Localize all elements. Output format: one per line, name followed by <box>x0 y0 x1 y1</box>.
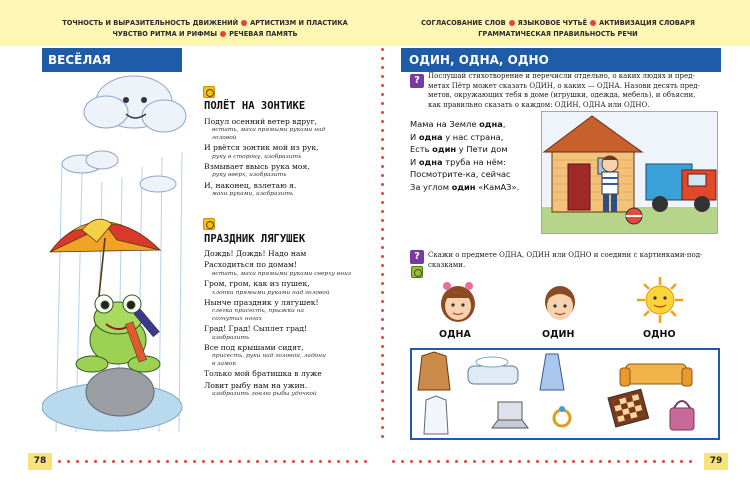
right-header-item: ЯЗЫКОВОЕ ЧУТЬЁ <box>517 19 588 27</box>
dot-icon <box>381 174 384 177</box>
verse-text <box>410 118 540 194</box>
poem-line: Все под крышами сидят, <box>204 343 304 353</box>
poem-instruction: встать, махи прямыми руками над <box>212 127 326 134</box>
dot-icon <box>58 460 61 463</box>
dot-icon <box>608 460 611 463</box>
dot-icon <box>662 460 665 463</box>
word-odno: ОДНО <box>643 329 676 340</box>
poem-instruction: в замок <box>212 360 236 367</box>
verse-line <box>410 168 540 181</box>
poem-line: Ловит рыбу нам на ужин. <box>204 380 308 390</box>
dot-icon <box>464 460 467 463</box>
house-boy-truck-image <box>541 111 718 234</box>
dot-icon <box>581 460 584 463</box>
dot-icon <box>67 460 70 463</box>
verse-fragment: «КамАЗ». <box>475 181 520 192</box>
poem1-text <box>204 116 325 199</box>
task-icon <box>203 86 215 98</box>
page-number-right: 79 <box>704 453 728 470</box>
instruction-line: Скажи о предмете ОДНА, ОДИН или ОДНО и соедини с картинками-под- <box>428 251 703 259</box>
verse-fragment: Посмотрите-ка, сейчас <box>410 169 511 180</box>
dot-icon <box>381 363 384 366</box>
dot-icon <box>381 327 384 330</box>
connect-icon <box>411 266 423 278</box>
dot-icon <box>626 460 629 463</box>
left-header-item: АРТИСТИЗМ И ПЛАСТИКА <box>250 19 348 27</box>
dot-icon <box>381 318 384 321</box>
dot-icon <box>590 20 596 26</box>
left-header-item: ЧУВСТВО РИТМА И РИФМЫ <box>112 30 218 38</box>
poem-instruction: руку в сторону, изобразить <box>212 153 302 160</box>
poem-instruction: руку вверх, изобразить <box>212 172 287 179</box>
dot-icon <box>572 460 575 463</box>
poem-instruction: махи руками, изобразить <box>212 191 294 198</box>
dot-icon <box>256 460 259 463</box>
dot-icon <box>381 192 384 195</box>
poem-line: И, наконец, взлетаю я. <box>204 180 297 190</box>
dotted-rule-left <box>58 460 378 464</box>
right-header-item: ГРАММАТИЧЕСКАЯ ПРАВИЛЬНОСТЬ РЕЧИ <box>478 30 638 38</box>
verse-fragment: , <box>502 119 506 129</box>
dot-icon <box>381 219 384 222</box>
poem-instruction: хлопки прямыми руками над головой <box>212 289 330 296</box>
poem-line: И рвётся зонтик мой из рук, <box>204 143 319 153</box>
dot-icon <box>103 460 106 463</box>
dot-icon <box>671 460 674 463</box>
dot-icon <box>85 460 88 463</box>
verse-keyword: один <box>432 144 457 155</box>
dotted-rule-vertical <box>381 48 385 440</box>
dot-icon <box>381 390 384 393</box>
verse-line <box>410 131 540 144</box>
instruction-line: Послушай стихотворение и перечисли отдельно, о каких людях и пред- <box>428 72 695 80</box>
word-odin: ОДИН <box>542 329 575 340</box>
dot-icon <box>680 460 683 463</box>
dot-icon <box>292 460 295 463</box>
dot-icon <box>381 246 384 249</box>
dot-icon <box>563 460 566 463</box>
dot-icon <box>381 75 384 78</box>
dot-icon <box>241 20 247 26</box>
dot-icon <box>381 372 384 375</box>
verse-fragment: Мама на Земле <box>410 119 480 129</box>
dot-icon <box>381 111 384 114</box>
dot-icon <box>473 460 476 463</box>
dot-icon <box>238 460 241 463</box>
dot-icon <box>455 460 458 463</box>
poem-instruction: встать, махи прямыми руками сверху вниз <box>212 270 352 277</box>
dot-icon <box>319 460 322 463</box>
dot-icon <box>310 460 313 463</box>
dot-icon <box>166 460 169 463</box>
left-header <box>42 18 368 40</box>
verse-line <box>410 181 540 194</box>
verse-fragment: И <box>410 131 419 142</box>
rain-illustration <box>42 72 190 440</box>
verse-fragment: За углом <box>410 181 452 192</box>
instruction-line: как правильно сказать о каждом: ОДИН, ОДНА или ОДНО. <box>428 100 650 109</box>
right-page-title: ОДИН, ОДНА, ОДНО <box>401 48 721 72</box>
dot-icon <box>509 20 515 26</box>
house-scene <box>542 112 718 234</box>
dot-icon <box>112 460 115 463</box>
dot-icon <box>381 201 384 204</box>
dot-icon <box>554 460 557 463</box>
poem-line: Дождь! Дождь! Надо нам <box>204 249 307 258</box>
dot-icon <box>381 354 384 357</box>
dot-icon <box>419 460 422 463</box>
dot-icon <box>653 460 656 463</box>
dot-icon <box>381 93 384 96</box>
poem-line: Гром, гром, как из пушек, <box>204 279 310 289</box>
dot-icon <box>381 264 384 267</box>
dot-icon <box>689 460 692 463</box>
dot-icon <box>175 460 178 463</box>
poem-instruction: согнутых ногах <box>212 315 262 322</box>
dot-icon <box>381 138 384 141</box>
dot-icon <box>428 460 431 463</box>
verse-line <box>410 156 540 169</box>
verse-keyword: одна <box>479 119 503 129</box>
dot-icon <box>381 57 384 60</box>
dot-icon <box>527 460 530 463</box>
objects-box <box>410 348 720 440</box>
dot-icon <box>381 399 384 402</box>
dot-icon <box>184 460 187 463</box>
dot-icon <box>509 460 512 463</box>
dot-icon <box>381 48 384 51</box>
dot-icon <box>283 460 286 463</box>
dot-icon <box>381 435 384 438</box>
poem-line: Расходиться по домам! <box>204 260 297 270</box>
dot-icon <box>381 408 384 411</box>
dot-icon <box>381 210 384 213</box>
objects-illustration <box>412 350 718 438</box>
dot-icon <box>500 460 503 463</box>
dot-icon <box>381 129 384 132</box>
dot-icon <box>599 460 602 463</box>
dot-icon <box>381 300 384 303</box>
dot-icon <box>590 460 593 463</box>
instruction-line: метах Пётр может сказать ОДИН, о каких — ОДНА. Назови десять пред- <box>428 81 700 90</box>
instruction-line: метов, окружающих тебя в доме (игрушки, одежда, мебель), и объясни, <box>428 91 696 100</box>
dot-icon <box>617 460 620 463</box>
dot-icon <box>410 460 413 463</box>
dot-icon <box>401 460 404 463</box>
dot-icon <box>381 345 384 348</box>
girl-face-image <box>438 278 478 324</box>
verse-fragment: труба на нём: <box>442 156 506 167</box>
dot-icon <box>265 460 268 463</box>
dot-icon <box>381 255 384 258</box>
dot-icon <box>381 147 384 150</box>
dot-icon <box>355 460 358 463</box>
verse-fragment: у Пети дом <box>456 144 508 155</box>
dot-icon <box>381 165 384 168</box>
dot-icon <box>346 460 349 463</box>
dot-icon <box>381 84 384 87</box>
verse-fragment: И <box>410 156 419 167</box>
poem-line: Град! Град! Сыплет град! <box>204 324 308 334</box>
page-number-left: 78 <box>28 453 52 470</box>
dot-icon <box>157 460 160 463</box>
poem-instruction: головой <box>212 134 237 141</box>
right-header <box>398 18 718 40</box>
verse-fragment: у нас страна, <box>442 131 504 142</box>
instruction-line: сказками. <box>428 260 466 269</box>
dot-icon <box>381 102 384 105</box>
dot-icon <box>381 381 384 384</box>
dotted-rule-right <box>392 460 698 464</box>
dot-icon <box>482 460 485 463</box>
dot-icon <box>635 460 638 463</box>
dot-icon <box>274 460 277 463</box>
dot-icon <box>76 460 79 463</box>
dot-icon <box>392 460 395 463</box>
left-header-item: ТОЧНОСТЬ И ВЫРАЗИТЕЛЬНОСТЬ ДВИЖЕНИЙ <box>62 19 239 27</box>
question-icon: ? <box>410 74 424 88</box>
instruction-1 <box>428 72 720 110</box>
dot-icon <box>381 237 384 240</box>
dot-icon <box>491 460 494 463</box>
dot-icon <box>130 460 133 463</box>
dot-icon <box>247 460 250 463</box>
dot-icon <box>211 460 214 463</box>
verse-line <box>410 118 540 131</box>
verse-fragment: Есть <box>410 144 433 155</box>
word-odna: ОДНА <box>439 329 471 340</box>
dot-icon <box>202 460 205 463</box>
poem2-title: ПРАЗДНИК ЛЯГУШЕК <box>204 233 306 245</box>
dot-icon <box>381 228 384 231</box>
dot-icon <box>437 460 440 463</box>
dot-icon <box>644 460 647 463</box>
dot-icon <box>220 31 226 37</box>
dot-icon <box>545 460 548 463</box>
poem-instruction: присесть, руки над головой, ладони <box>212 353 326 360</box>
dot-icon <box>381 273 384 276</box>
poem-instruction: изобразить <box>212 334 250 341</box>
dot-icon <box>381 66 384 69</box>
poem-line: Нынче праздник у лягушек! <box>204 298 319 308</box>
right-header-item: СОГЛАСОВАНИЕ СЛОВ <box>421 19 506 27</box>
dot-icon <box>381 156 384 159</box>
left-header-item: РЕЧЕВАЯ ПАМЯТЬ <box>229 30 298 38</box>
dot-icon <box>193 460 196 463</box>
boy-face-image <box>540 278 580 324</box>
dot-icon <box>139 460 142 463</box>
instruction-2 <box>428 251 720 270</box>
verse-line <box>410 143 540 156</box>
dot-icon <box>121 460 124 463</box>
dot-icon <box>94 460 97 463</box>
left-page-title: ВЕСЁЛАЯ <box>42 48 182 72</box>
cloud-umbrella-frog-image <box>42 72 190 440</box>
dot-icon <box>381 183 384 186</box>
poem1-title: ПОЛЁТ НА ЗОНТИКЕ <box>204 100 306 112</box>
dot-icon <box>301 460 304 463</box>
dot-icon <box>381 426 384 429</box>
question-icon: ? <box>410 250 424 264</box>
dot-icon <box>381 282 384 285</box>
dot-icon <box>381 336 384 339</box>
poem-instruction: изобразить ловлю рыбы удочкой <box>212 391 317 398</box>
verse-keyword: одна <box>418 156 443 167</box>
poem-line: Только мой братишка в луже <box>204 369 322 379</box>
dot-icon <box>381 291 384 294</box>
verse-keyword: одна <box>418 131 443 142</box>
dot-icon <box>148 460 151 463</box>
dot-icon <box>364 460 367 463</box>
task-icon <box>203 218 215 230</box>
dot-icon <box>328 460 331 463</box>
sun-image <box>636 276 684 324</box>
dot-icon <box>337 460 340 463</box>
verse-keyword: один <box>451 181 476 192</box>
dot-icon <box>381 309 384 312</box>
poem-instruction: слегка присесть, прыжки на <box>212 308 305 315</box>
dot-icon <box>381 120 384 123</box>
dot-icon <box>229 460 232 463</box>
dot-icon <box>536 460 539 463</box>
poem2-text <box>204 248 351 399</box>
dot-icon <box>518 460 521 463</box>
dot-icon <box>220 460 223 463</box>
dot-icon <box>381 417 384 420</box>
right-header-item: АКТИВИЗАЦИЯ СЛОВАРЯ <box>599 19 695 27</box>
poem-line: Подул осенний ветер вдруг, <box>204 117 317 126</box>
dot-icon <box>446 460 449 463</box>
poem-line: Взмывает ввысь рука моя, <box>204 162 310 172</box>
